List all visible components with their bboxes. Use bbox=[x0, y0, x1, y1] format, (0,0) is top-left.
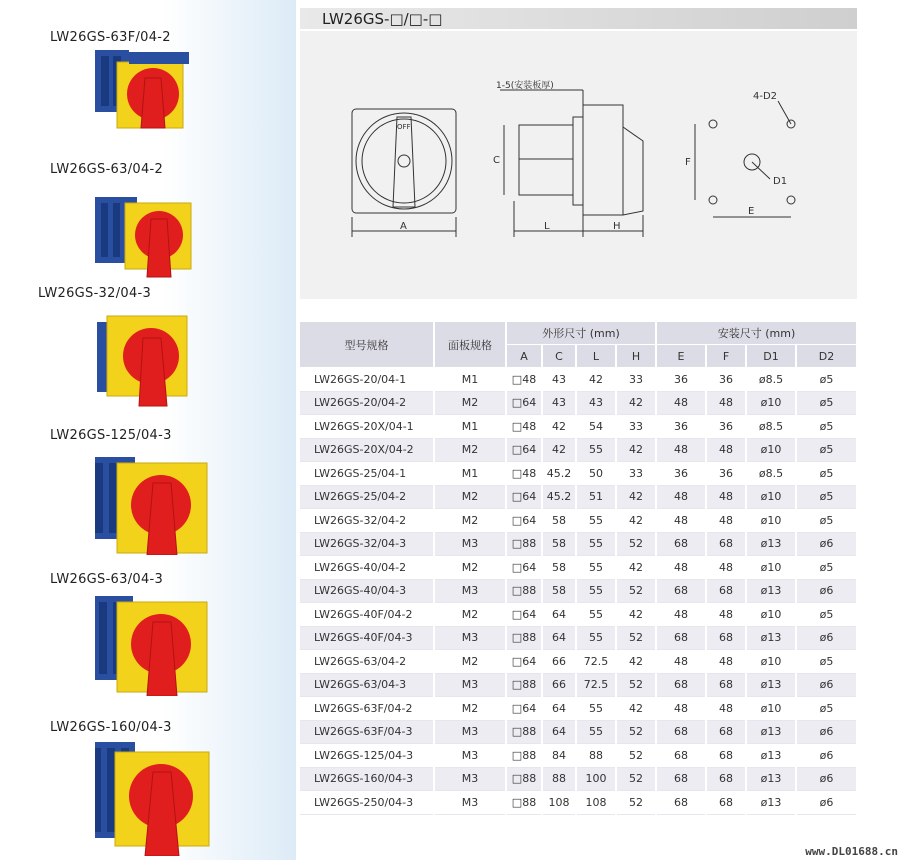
table-cell: 48 bbox=[706, 438, 746, 462]
table-cell: 64 bbox=[542, 626, 576, 650]
dim-label: F bbox=[685, 157, 691, 168]
table-cell: ø5 bbox=[796, 462, 857, 486]
table-cell: ø5 bbox=[796, 650, 857, 674]
table-cell: □64 bbox=[506, 509, 542, 533]
table-cell: 52 bbox=[616, 626, 656, 650]
switch-photo bbox=[95, 592, 213, 696]
table-cell: ø5 bbox=[796, 368, 857, 392]
table-cell: 43 bbox=[542, 368, 576, 392]
table-cell: 48 bbox=[706, 391, 746, 415]
table-cell: □88 bbox=[506, 744, 542, 768]
switch-photo bbox=[95, 738, 213, 856]
header-panel: 面板规格 bbox=[434, 322, 506, 368]
table-cell: LW26GS-63/04-2 bbox=[300, 650, 434, 674]
header-outline: 外形尺寸 (mm) bbox=[506, 322, 656, 345]
switch-photo bbox=[95, 312, 195, 412]
off-label: OFF bbox=[397, 123, 411, 131]
table-cell: LW26GS-20/04-1 bbox=[300, 368, 434, 392]
table-row bbox=[300, 603, 857, 627]
table-cell: 48 bbox=[706, 697, 746, 721]
table-cell: LW26GS-25/04-2 bbox=[300, 485, 434, 509]
table-cell: □88 bbox=[506, 532, 542, 556]
table-cell: 55 bbox=[576, 720, 616, 744]
table-cell: 42 bbox=[616, 391, 656, 415]
table-cell: 48 bbox=[656, 438, 706, 462]
table-cell: M1 bbox=[434, 368, 506, 392]
table-cell: 43 bbox=[576, 391, 616, 415]
table-cell: 42 bbox=[576, 368, 616, 392]
thickness-label: 1-5(安装板厚) bbox=[496, 81, 554, 91]
table-cell: 55 bbox=[576, 532, 616, 556]
dim-label: A bbox=[400, 221, 407, 232]
table-cell: ø6 bbox=[796, 767, 857, 791]
table-cell: M3 bbox=[434, 791, 506, 815]
product-label: LW26GS-160/04-3 bbox=[50, 720, 172, 735]
table-cell: 48 bbox=[656, 509, 706, 533]
table-cell: M3 bbox=[434, 626, 506, 650]
table-cell: ø10 bbox=[746, 485, 796, 509]
spec-table-body bbox=[300, 368, 857, 815]
table-row bbox=[300, 697, 857, 721]
table-cell: LW26GS-160/04-3 bbox=[300, 767, 434, 791]
dimension-drawing bbox=[300, 31, 857, 299]
table-cell: M1 bbox=[434, 415, 506, 439]
table-cell: 55 bbox=[576, 556, 616, 580]
table-cell: 58 bbox=[542, 532, 576, 556]
table-cell: M2 bbox=[434, 650, 506, 674]
table-cell: 68 bbox=[656, 673, 706, 697]
table-cell: 68 bbox=[706, 626, 746, 650]
table-row bbox=[300, 579, 857, 603]
table-cell: 68 bbox=[706, 791, 746, 815]
table-cell: 48 bbox=[706, 603, 746, 627]
table-cell: □88 bbox=[506, 720, 542, 744]
table-cell: ø6 bbox=[796, 673, 857, 697]
table-cell: 42 bbox=[616, 650, 656, 674]
switch-photo bbox=[95, 48, 195, 148]
table-row bbox=[300, 368, 857, 392]
table-row bbox=[300, 791, 857, 815]
header-model: 型号规格 bbox=[300, 322, 434, 368]
table-row bbox=[300, 556, 857, 580]
table-cell: □64 bbox=[506, 697, 542, 721]
table-cell: ø5 bbox=[796, 697, 857, 721]
table-cell: 42 bbox=[542, 438, 576, 462]
table-cell: 48 bbox=[656, 650, 706, 674]
product-label: LW26GS-32/04-3 bbox=[38, 286, 152, 301]
table-cell: LW26GS-63F/04-2 bbox=[300, 697, 434, 721]
table-cell: □88 bbox=[506, 579, 542, 603]
table-cell: 72.5 bbox=[576, 673, 616, 697]
table-cell: LW26GS-20/04-2 bbox=[300, 391, 434, 415]
table-cell: 43 bbox=[542, 391, 576, 415]
table-cell: LW26GS-125/04-3 bbox=[300, 744, 434, 768]
spec-table bbox=[300, 322, 858, 815]
table-cell: ø6 bbox=[796, 744, 857, 768]
table-cell: ø8.5 bbox=[746, 368, 796, 392]
table-cell: 42 bbox=[616, 556, 656, 580]
table-cell: ø6 bbox=[796, 532, 857, 556]
table-cell: □48 bbox=[506, 462, 542, 486]
table-cell: 48 bbox=[656, 697, 706, 721]
table-cell: 68 bbox=[706, 720, 746, 744]
table-cell: 33 bbox=[616, 415, 656, 439]
table-cell: 48 bbox=[706, 650, 746, 674]
table-cell: 55 bbox=[576, 509, 616, 533]
table-row bbox=[300, 720, 857, 744]
table-cell: 48 bbox=[706, 556, 746, 580]
table-row bbox=[300, 462, 857, 486]
table-cell: 54 bbox=[576, 415, 616, 439]
table-cell: 52 bbox=[616, 673, 656, 697]
table-cell: 45.2 bbox=[542, 462, 576, 486]
table-cell: ø10 bbox=[746, 438, 796, 462]
page-title: LW26GS-□/□-□ bbox=[322, 10, 443, 28]
table-cell: 100 bbox=[576, 767, 616, 791]
table-cell: 48 bbox=[656, 391, 706, 415]
table-cell: 84 bbox=[542, 744, 576, 768]
table-cell: 108 bbox=[576, 791, 616, 815]
dim-label: L bbox=[544, 221, 550, 232]
table-cell: □64 bbox=[506, 603, 542, 627]
table-cell: 51 bbox=[576, 485, 616, 509]
table-cell: 42 bbox=[616, 697, 656, 721]
table-cell: ø10 bbox=[746, 556, 796, 580]
table-cell: ø6 bbox=[796, 720, 857, 744]
table-cell: 48 bbox=[656, 485, 706, 509]
table-row bbox=[300, 626, 857, 650]
table-cell: 48 bbox=[656, 603, 706, 627]
table-cell: 64 bbox=[542, 603, 576, 627]
table-cell: □64 bbox=[506, 391, 542, 415]
table-cell: M2 bbox=[434, 438, 506, 462]
table-cell: 66 bbox=[542, 650, 576, 674]
table-cell: ø5 bbox=[796, 485, 857, 509]
table-cell: 108 bbox=[542, 791, 576, 815]
table-cell: 68 bbox=[656, 579, 706, 603]
table-cell: □88 bbox=[506, 626, 542, 650]
table-cell: M3 bbox=[434, 579, 506, 603]
table-cell: 33 bbox=[616, 368, 656, 392]
table-cell: ø13 bbox=[746, 720, 796, 744]
table-cell: □48 bbox=[506, 368, 542, 392]
table-cell: 58 bbox=[542, 556, 576, 580]
subheader: L bbox=[576, 345, 616, 368]
product-sidebar bbox=[0, 0, 296, 860]
dim-label: H bbox=[613, 221, 621, 232]
table-cell: M2 bbox=[434, 697, 506, 721]
table-cell: ø10 bbox=[746, 603, 796, 627]
table-cell: □88 bbox=[506, 767, 542, 791]
table-row bbox=[300, 767, 857, 791]
table-cell: 72.5 bbox=[576, 650, 616, 674]
table-cell: 68 bbox=[656, 767, 706, 791]
dim-label: D1 bbox=[773, 176, 788, 187]
table-cell: ø13 bbox=[746, 579, 796, 603]
dim-label: C bbox=[493, 155, 500, 166]
table-cell: ø5 bbox=[796, 415, 857, 439]
table-cell: M2 bbox=[434, 485, 506, 509]
table-cell: 68 bbox=[656, 532, 706, 556]
table-cell: M3 bbox=[434, 673, 506, 697]
product-label: LW26GS-63F/04-2 bbox=[50, 30, 171, 45]
table-cell: □64 bbox=[506, 556, 542, 580]
subheader: A bbox=[506, 345, 542, 368]
table-cell: 36 bbox=[706, 462, 746, 486]
table-cell: 42 bbox=[616, 509, 656, 533]
table-cell: 42 bbox=[616, 438, 656, 462]
table-cell: □88 bbox=[506, 791, 542, 815]
table-cell: ø13 bbox=[746, 744, 796, 768]
table-cell: ø5 bbox=[796, 509, 857, 533]
table-cell: ø13 bbox=[746, 767, 796, 791]
table-cell: M3 bbox=[434, 532, 506, 556]
table-cell: M3 bbox=[434, 720, 506, 744]
table-cell: 33 bbox=[616, 462, 656, 486]
table-cell: ø13 bbox=[746, 791, 796, 815]
dim-label: E bbox=[748, 206, 755, 217]
table-cell: LW26GS-40F/04-3 bbox=[300, 626, 434, 650]
table-row bbox=[300, 438, 857, 462]
subheader: C bbox=[542, 345, 576, 368]
subheader: D2 bbox=[796, 345, 857, 368]
table-cell: LW26GS-40/04-3 bbox=[300, 579, 434, 603]
table-cell: 42 bbox=[542, 415, 576, 439]
table-cell: LW26GS-32/04-3 bbox=[300, 532, 434, 556]
table-cell: 55 bbox=[576, 697, 616, 721]
table-cell: 68 bbox=[706, 673, 746, 697]
table-cell: LW26GS-40/04-2 bbox=[300, 556, 434, 580]
table-cell: 42 bbox=[616, 603, 656, 627]
table-cell: 68 bbox=[706, 744, 746, 768]
table-cell: 48 bbox=[656, 556, 706, 580]
table-cell: 66 bbox=[542, 673, 576, 697]
table-cell: M3 bbox=[434, 744, 506, 768]
table-row bbox=[300, 391, 857, 415]
table-cell: LW26GS-20X/04-1 bbox=[300, 415, 434, 439]
table-cell: 68 bbox=[706, 767, 746, 791]
table-cell: 52 bbox=[616, 767, 656, 791]
table-cell: ø10 bbox=[746, 391, 796, 415]
table-cell: □64 bbox=[506, 650, 542, 674]
table-row bbox=[300, 673, 857, 697]
table-cell: 68 bbox=[656, 744, 706, 768]
table-cell: ø8.5 bbox=[746, 415, 796, 439]
table-cell: M2 bbox=[434, 509, 506, 533]
table-cell: M2 bbox=[434, 391, 506, 415]
table-cell: □64 bbox=[506, 438, 542, 462]
table-cell: M2 bbox=[434, 603, 506, 627]
table-cell: 52 bbox=[616, 532, 656, 556]
table-cell: LW26GS-25/04-1 bbox=[300, 462, 434, 486]
product-label: LW26GS-63/04-3 bbox=[50, 572, 164, 587]
table-cell: ø13 bbox=[746, 673, 796, 697]
watermark: www.DL01688.cn bbox=[805, 845, 898, 858]
table-cell: ø5 bbox=[796, 603, 857, 627]
table-cell: 36 bbox=[656, 368, 706, 392]
table-cell: 58 bbox=[542, 579, 576, 603]
table-cell: 55 bbox=[576, 579, 616, 603]
table-cell: 52 bbox=[616, 720, 656, 744]
table-cell: 36 bbox=[656, 415, 706, 439]
product-label: LW26GS-125/04-3 bbox=[50, 428, 172, 443]
switch-photo bbox=[95, 197, 195, 279]
table-cell: ø5 bbox=[796, 438, 857, 462]
table-cell: M2 bbox=[434, 556, 506, 580]
table-cell: 36 bbox=[706, 368, 746, 392]
table-cell: LW26GS-250/04-3 bbox=[300, 791, 434, 815]
table-cell: ø13 bbox=[746, 626, 796, 650]
table-cell: 68 bbox=[706, 532, 746, 556]
table-cell: ø5 bbox=[796, 391, 857, 415]
table-row bbox=[300, 485, 857, 509]
subheader: E bbox=[656, 345, 706, 368]
table-cell: M3 bbox=[434, 767, 506, 791]
table-cell: 52 bbox=[616, 744, 656, 768]
table-cell: 52 bbox=[616, 791, 656, 815]
table-row bbox=[300, 509, 857, 533]
table-cell: ø6 bbox=[796, 579, 857, 603]
table-cell: 55 bbox=[576, 603, 616, 627]
header-mount: 安装尺寸 (mm) bbox=[656, 322, 857, 345]
table-cell: ø6 bbox=[796, 791, 857, 815]
table-cell: ø10 bbox=[746, 509, 796, 533]
table-cell: 45.2 bbox=[542, 485, 576, 509]
table-cell: 52 bbox=[616, 579, 656, 603]
table-cell: 68 bbox=[656, 626, 706, 650]
table-row bbox=[300, 415, 857, 439]
table-cell: 36 bbox=[706, 415, 746, 439]
table-cell: 68 bbox=[656, 720, 706, 744]
table-row bbox=[300, 744, 857, 768]
table-cell: ø6 bbox=[796, 626, 857, 650]
switch-photo bbox=[95, 451, 213, 555]
table-cell: 36 bbox=[656, 462, 706, 486]
table-cell: □88 bbox=[506, 673, 542, 697]
table-cell: M1 bbox=[434, 462, 506, 486]
table-cell: 58 bbox=[542, 509, 576, 533]
table-cell: 64 bbox=[542, 720, 576, 744]
table-cell: LW26GS-32/04-2 bbox=[300, 509, 434, 533]
table-cell: 88 bbox=[542, 767, 576, 791]
table-row bbox=[300, 650, 857, 674]
table-cell: 88 bbox=[576, 744, 616, 768]
table-cell: □48 bbox=[506, 415, 542, 439]
dim-label: 4-D2 bbox=[753, 91, 778, 102]
table-cell: ø13 bbox=[746, 532, 796, 556]
subheader: F bbox=[706, 345, 746, 368]
table-cell: LW26GS-63/04-3 bbox=[300, 673, 434, 697]
title-bar bbox=[300, 8, 857, 29]
table-cell: 55 bbox=[576, 626, 616, 650]
technical-drawing bbox=[300, 31, 857, 299]
table-cell: 55 bbox=[576, 438, 616, 462]
table-row bbox=[300, 532, 857, 556]
table-cell: LW26GS-20X/04-2 bbox=[300, 438, 434, 462]
table-cell: LW26GS-40F/04-2 bbox=[300, 603, 434, 627]
subheader: H bbox=[616, 345, 656, 368]
table-cell: ø10 bbox=[746, 650, 796, 674]
table-cell: 64 bbox=[542, 697, 576, 721]
table-cell: ø8.5 bbox=[746, 462, 796, 486]
main-content bbox=[300, 0, 902, 860]
table-cell: ø10 bbox=[746, 697, 796, 721]
table-cell: 68 bbox=[656, 791, 706, 815]
table-cell: 48 bbox=[706, 509, 746, 533]
table-cell: 42 bbox=[616, 485, 656, 509]
product-label: LW26GS-63/04-2 bbox=[50, 162, 164, 177]
table-cell: 48 bbox=[706, 485, 746, 509]
table-cell: LW26GS-63F/04-3 bbox=[300, 720, 434, 744]
table-cell: 50 bbox=[576, 462, 616, 486]
table-cell: □64 bbox=[506, 485, 542, 509]
subheader: D1 bbox=[746, 345, 796, 368]
table-cell: 68 bbox=[706, 579, 746, 603]
table-cell: ø5 bbox=[796, 556, 857, 580]
